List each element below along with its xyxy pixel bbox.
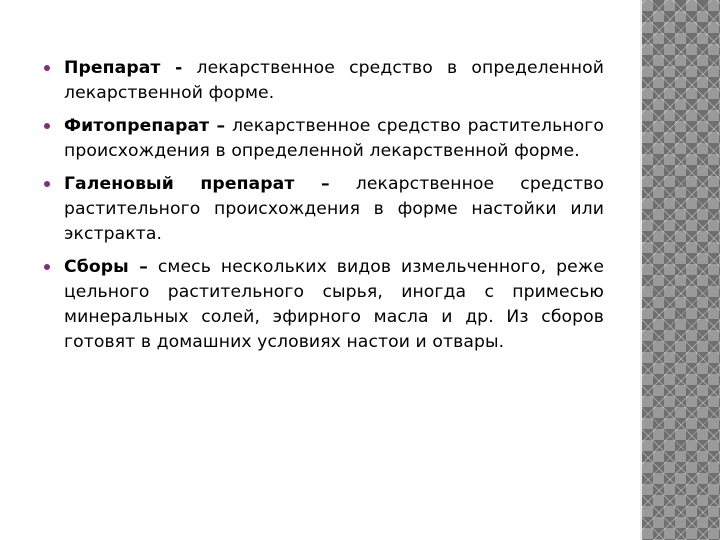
bullet-item-fitopreparat (44, 114, 604, 164)
definition-text: лекарственное средство в определенной лекарственной форме. (64, 58, 604, 103)
bullet-list (44, 56, 604, 363)
bullet-dot-icon (44, 123, 50, 129)
bullet-dot-icon (44, 65, 50, 71)
term-label: Сборы – (64, 257, 148, 277)
term-label: Препарат - (64, 58, 183, 78)
bullet-item-preparat (44, 56, 604, 106)
definition-text: смесь нескольких видов измельченного, реже цельного растительного сырья, иногда с примесью минеральных солей, эфирного масла и др. Из сборов готовят в домашних условиях настои и отвары. (64, 257, 605, 352)
bullet-item-galenovyi-preparat (44, 172, 604, 247)
definition-text: лекарственное средство растительного происхождения в определенной лекарственной форме. (64, 116, 604, 161)
bullet-dot-icon (44, 181, 50, 187)
bullet-dot-icon (44, 264, 50, 270)
term-label: Фитопрепарат – (64, 116, 226, 136)
definition-text: лекарственное средство растительного происхождения в форме настойки или экстракта. (64, 174, 604, 244)
bullet-item-sbory (44, 255, 604, 355)
term-label: Галеновый препарат – (64, 174, 330, 194)
decorative-side-pattern (640, 0, 720, 540)
